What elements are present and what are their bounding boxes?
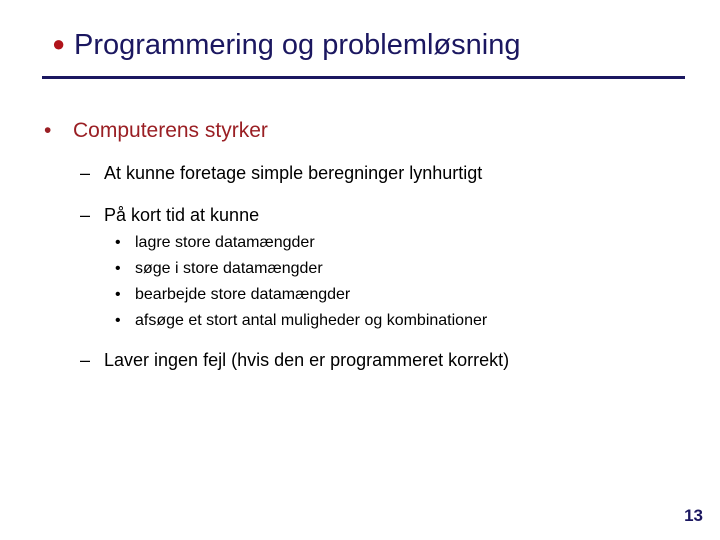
sub-bullet-simple-calculations (80, 163, 482, 185)
bullet-icon: • (44, 119, 52, 142)
dot-icon: • (115, 286, 121, 303)
title-underline (42, 76, 685, 79)
sub-bullet-text: På kort tid at kunne (104, 205, 260, 225)
sub-sub-bullet-text: lagre store datamængder (135, 234, 315, 251)
dot-icon: • (115, 260, 121, 277)
bullet-text: Computerens styrker (73, 119, 268, 142)
dash-icon: – (80, 350, 91, 370)
dash-icon: – (80, 163, 91, 183)
sub-sub-bullet-text: bearbejde store datamængder (135, 286, 351, 303)
slide-title-text: Programmering og problemløsning (74, 29, 521, 61)
bullet-computer-strengths (44, 118, 268, 143)
page-number: 13 (684, 506, 703, 525)
sub-sub-bullet-process (115, 285, 350, 304)
sub-sub-bullet-text: søge i store datamængder (135, 260, 323, 277)
sub-bullet-no-errors (80, 350, 509, 372)
dot-icon: • (115, 234, 121, 251)
sub-bullet-in-short-time (80, 205, 259, 227)
sub-sub-bullet-search (115, 259, 323, 278)
sub-sub-bullet-explore (115, 311, 487, 330)
title-bullet-icon: ● (52, 31, 66, 56)
dot-icon: • (115, 312, 121, 329)
sub-sub-bullet-store (115, 233, 315, 252)
slide-title (52, 28, 520, 63)
dash-icon: – (80, 205, 91, 225)
sub-sub-bullet-text: afsøge et stort antal muligheder og kombinationer (135, 312, 488, 329)
sub-bullet-text: Laver ingen fejl (hvis den er programmeret korrekt) (104, 350, 510, 370)
sub-bullet-text: At kunne foretage simple beregninger lynhurtigt (104, 163, 483, 183)
